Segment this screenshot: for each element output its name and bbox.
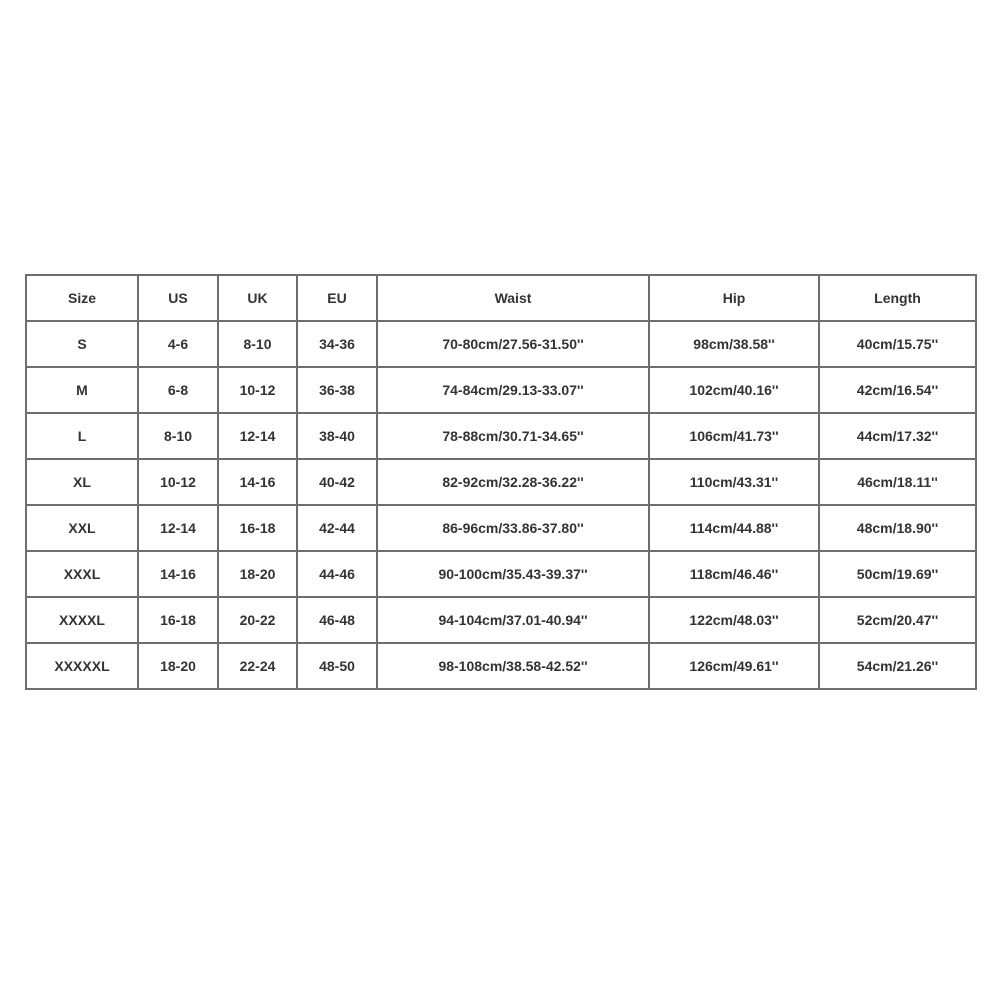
table-cell-us: 10-12	[138, 459, 218, 505]
table-cell-size: XXXXXL	[26, 643, 138, 689]
table-cell-uk: 20-22	[218, 597, 297, 643]
table-cell-uk: 16-18	[218, 505, 297, 551]
table-cell-waist: 82-92cm/32.28-36.22''	[377, 459, 649, 505]
table-cell-us: 8-10	[138, 413, 218, 459]
table-cell-us: 12-14	[138, 505, 218, 551]
table-cell-eu: 34-36	[297, 321, 377, 367]
table-cell-size: M	[26, 367, 138, 413]
table-cell-size: S	[26, 321, 138, 367]
table-row	[26, 459, 976, 505]
table-cell-hip: 122cm/48.03''	[649, 597, 819, 643]
table-cell-waist: 70-80cm/27.56-31.50''	[377, 321, 649, 367]
table-cell-uk: 14-16	[218, 459, 297, 505]
table-cell-length: 40cm/15.75''	[819, 321, 976, 367]
table-row	[26, 321, 976, 367]
column-header-length: Length	[819, 275, 976, 321]
table-row	[26, 643, 976, 689]
table-cell-hip: 110cm/43.31''	[649, 459, 819, 505]
table-cell-eu: 36-38	[297, 367, 377, 413]
column-header-hip: Hip	[649, 275, 819, 321]
table-cell-eu: 40-42	[297, 459, 377, 505]
size-chart-table	[25, 274, 977, 690]
table-cell-length: 46cm/18.11''	[819, 459, 976, 505]
table-cell-waist: 90-100cm/35.43-39.37''	[377, 551, 649, 597]
table-row	[26, 413, 976, 459]
table-row	[26, 367, 976, 413]
table-cell-us: 6-8	[138, 367, 218, 413]
table-cell-waist: 86-96cm/33.86-37.80''	[377, 505, 649, 551]
table-cell-hip: 102cm/40.16''	[649, 367, 819, 413]
table-cell-length: 42cm/16.54''	[819, 367, 976, 413]
table-cell-eu: 38-40	[297, 413, 377, 459]
table-cell-uk: 22-24	[218, 643, 297, 689]
table-cell-size: XXL	[26, 505, 138, 551]
table-cell-us: 18-20	[138, 643, 218, 689]
table-cell-uk: 10-12	[218, 367, 297, 413]
table-cell-waist: 74-84cm/29.13-33.07''	[377, 367, 649, 413]
table-cell-length: 52cm/20.47''	[819, 597, 976, 643]
table-row	[26, 551, 976, 597]
table-cell-uk: 18-20	[218, 551, 297, 597]
table-cell-length: 48cm/18.90''	[819, 505, 976, 551]
table-cell-uk: 12-14	[218, 413, 297, 459]
table-cell-us: 4-6	[138, 321, 218, 367]
table-cell-waist: 78-88cm/30.71-34.65''	[377, 413, 649, 459]
column-header-uk: UK	[218, 275, 297, 321]
column-header-waist: Waist	[377, 275, 649, 321]
table-cell-size: L	[26, 413, 138, 459]
table-cell-size: XXXXL	[26, 597, 138, 643]
table-cell-eu: 44-46	[297, 551, 377, 597]
table-cell-hip: 126cm/49.61''	[649, 643, 819, 689]
table-cell-uk: 8-10	[218, 321, 297, 367]
table-cell-size: XL	[26, 459, 138, 505]
column-header-eu: EU	[297, 275, 377, 321]
table-cell-waist: 98-108cm/38.58-42.52''	[377, 643, 649, 689]
table-cell-hip: 98cm/38.58''	[649, 321, 819, 367]
table-cell-size: XXXL	[26, 551, 138, 597]
column-header-size: Size	[26, 275, 138, 321]
table-cell-eu: 46-48	[297, 597, 377, 643]
table-row	[26, 597, 976, 643]
column-header-us: US	[138, 275, 218, 321]
table-cell-eu: 42-44	[297, 505, 377, 551]
table-cell-waist: 94-104cm/37.01-40.94''	[377, 597, 649, 643]
table-header-row	[26, 275, 976, 321]
table-cell-length: 54cm/21.26''	[819, 643, 976, 689]
table-cell-hip: 114cm/44.88''	[649, 505, 819, 551]
table-cell-length: 50cm/19.69''	[819, 551, 976, 597]
table-cell-us: 14-16	[138, 551, 218, 597]
table-cell-eu: 48-50	[297, 643, 377, 689]
table-cell-length: 44cm/17.32''	[819, 413, 976, 459]
table-row	[26, 505, 976, 551]
table-cell-hip: 106cm/41.73''	[649, 413, 819, 459]
table-cell-us: 16-18	[138, 597, 218, 643]
table-cell-hip: 118cm/46.46''	[649, 551, 819, 597]
